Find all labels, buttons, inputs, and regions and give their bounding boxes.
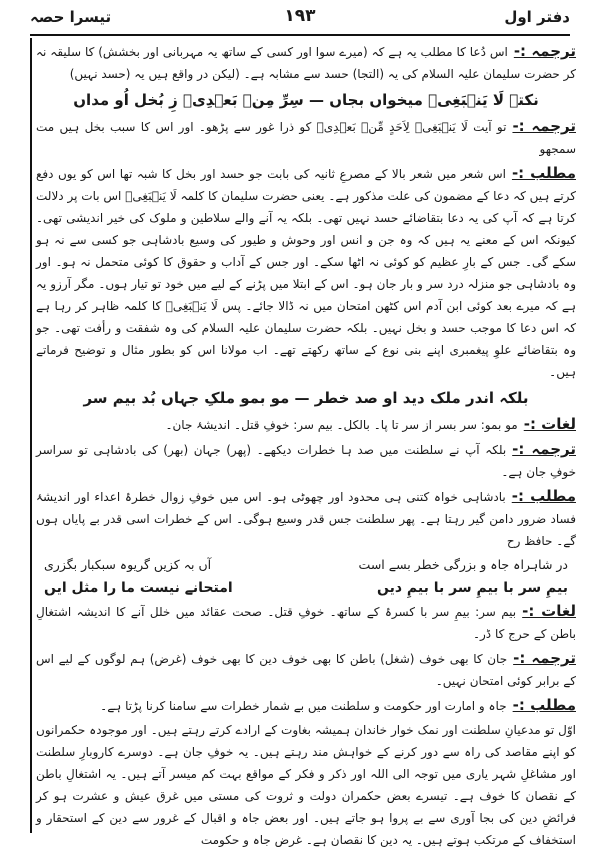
- paragraph-label: مطلب :-: [512, 696, 576, 714]
- paragraph: [36, 485, 576, 552]
- paragraph: [36, 115, 576, 160]
- paragraph: [36, 647, 576, 692]
- paragraph-text: اس دُعا کا مطلب یہ ہے کہ (میرے سوا اور کسی کے ساتھ یہ مہربانی اور بخشش) کا سلیقہ نہ کر حضرت سلیمان علیہ السلام کی یہ (التجا) حسد سے مشابہ ہے۔ (لیکن در واقع ہیں یہ (حسد نہیں): [36, 45, 576, 81]
- paragraph-label: مطلب :-: [511, 164, 576, 182]
- couplet-first-hemistich: در شاہراہ جاہ و بزرگی خطر بسے است: [358, 557, 568, 572]
- paragraph-label: لغات :-: [523, 415, 576, 433]
- section-title: دفتر اول: [504, 8, 570, 26]
- page-body: [36, 40, 576, 847]
- paragraph: [36, 600, 576, 645]
- paragraph: [36, 719, 576, 851]
- paragraph-label: ترجمہ :-: [512, 440, 576, 458]
- paragraph-text: جان کا بھی خوف (شغل) باطن کا بھی خوف دین کا بھی خوف (غرض) ہم لوگوں کے لیے اس کے برابر کوئی امتحان نہیں۔: [36, 652, 576, 688]
- verse-line: بلکہ اندر ملک دید او صد خطر — مو بمو ملکِ جہاں بُد بیم سر: [83, 389, 529, 407]
- paragraph-label: لغات :-: [522, 602, 576, 620]
- couplet-first-hemistich: بیمِ سر با بیمِ سر با بیمِ دیں: [377, 580, 568, 596]
- couplet-second-hemistich: امتحانے نیست ما را مثل ایں: [44, 580, 233, 596]
- paragraph-label: ترجمہ :-: [512, 117, 576, 135]
- paragraph-text: تو آیت لَا یَنۡبَغِیۡ لِاَحَدٍ مِّنۡ بَعۡدِیۡ کو ذرا غور سے پڑھو۔ اور اس کا سبب بخل ہیں مت سمجھو: [36, 120, 576, 156]
- paragraph-text: اوّل تو مدعیانِ سلطنت اور نمک خوار خاندان ہمیشہ بغاوت کے ارادے کرتے رہتے ہیں۔ اور موجودہ حکمرانوں کو اپنے مقاصد کی راہ سے دور کرنے کے خواہش مند رہتے ہیں۔ یہ خوفِ جان ہے۔ دوسرے کاروبارِ سلطنت اور مشاغلِ شہر یاری میں توجہ الی اللہ اور ذکر و فکر کے مواقع بہت کم میسر آتے ہیں۔ یہ اشتغالِ باطن کے نقصان کا خوف ہے۔ تیسرے بعض حکمران دولت و ثروت کی مستی میں غرق عیش و عشرت ہو کر فرائضِ دین کی بجا آوری سے بے پروا ہو جاتے ہیں۔ اور بعض جاہ و اقبال کے غرور سے دین کے استحقار و استخفاف کے مرتکب ہوتے ہیں۔ یہ دین کا نقصان ہے۔ غرض جاہ و حکومت: [36, 723, 576, 847]
- paragraph: [36, 694, 576, 717]
- couplet: [36, 576, 576, 600]
- paragraph-label: مطلب :-: [511, 487, 576, 505]
- paragraph-text: جاہ و امارت اور حکومت و سلطنت میں بے شمار خطرات سے سامنا کرنا پڑتا ہے۔: [100, 699, 507, 713]
- verse-line: نکتۂ لَا یَنۡبَغِیۡ میخواں بجاں — سِرِّ مِنۡ بَعۡدِیۡ زِ بُخل اُو مداں: [73, 91, 539, 109]
- paragraph: [36, 162, 576, 383]
- part-title: تیسرا حصہ: [30, 8, 112, 26]
- paragraph-text: بادشاہی خواہ کتنی ہی محدود اور چھوٹی ہو۔ اس میں خوفِ زوال خطرۂ اعداء اور اندیشۂ فساد ضرور دامن گیر رہتا ہے۔ پھر سلطنت جس قدر وسیع ہوگی۔ اس کے خطرات اسی قدر بے پایاں ہوں گے۔ حافظ رح: [36, 490, 576, 548]
- paragraph: [36, 40, 576, 85]
- couplet: [36, 554, 576, 576]
- header-rule: [30, 34, 570, 36]
- paragraph-text: بیم سر: بیمِ سر با کسرۂ کے ساتھ۔ خوفِ قتل۔ صحت عقائد میں خلل آنے کا اندیشہ اشتغالِ باطن کے حرج کا ڈر۔: [36, 605, 576, 641]
- paragraph-text: مو بمو: سر بسر از سر تا پا۔ بالکل۔ بیم سر: خوفِ قتل۔ اندیشۂ جان۔: [165, 418, 518, 432]
- paragraph: [36, 413, 576, 436]
- paragraph: [36, 438, 576, 483]
- paragraph-label: ترجمہ :-: [513, 649, 576, 667]
- couplet-second-hemistich: آں بہ کزیں گریوہ سبکبار بگزری: [44, 557, 212, 572]
- paragraph-label: ترجمہ :-: [513, 42, 576, 60]
- paragraph-text: اس شعر میں شعر بالا کے مصرعِ ثانیہ کی بابت جو حسد اور بخل کا شبہ تھا اس کو یوں دفع کرتے ہیں کہ دعا کے مضمون کی علت مذکور ہے۔ یعنی حضرت سلیمان کا کلمہ لَا یَنۡبَغِیۡ اس بات پر دلالت کرتا ہے کہ آپ کی یہ دعا بتقاضائے حسد نہیں تھی۔ بلکہ یہ آنے والے سلاطین و ملوک کی خیر اندیشی تھی۔ کیونکہ اس کے معنے یہ ہیں کہ وہ جن و انس اور وحوش و طیور کی وسیع بادشاہی جو کسی سے نہ ہو سکے گی۔ جس کے بارِ عظیم کو کوئی نہ اٹھا سکے۔ اور جس کے آداب و حقوق کا کوئی متحمل نہ ہو۔ اور وہ بادشاہی جو منزلہ درد سر و بار جان ہو۔ اس کے ابتلا میں پڑنے کے لیے میں خود تو تیار ہوں۔ مگر آرزو یہ ہے کہ میرے بعد کوئی ابن آدم اس کٹھن امتحان میں نہ ڈالا جائے۔ پس لَا یَنۡبَغِیۡ کا کلمہ ظاہر کر رہا ہے کہ اس دعا کا موجب حسد و بخل نہیں۔ بلکہ حضرت سلیمان علیہ السلام کی وہ شفقت و رأفت تھی۔ جو وہ بتقاضائے علوِ پیغمبری اپنے بنی نوع کے ساتھ رکھتے تھے۔ اب مولانا اس کو بطور مثال و توضیح فرماتے ہیں۔: [36, 167, 576, 379]
- page-header: [30, 6, 570, 32]
- paragraph-text: بلکہ آپ نے سلطنت میں صد ہا خطرات دیکھے۔ (پھر) جہان (بھر) کی بادشاہی تو سراسر خوفِ جان ہے۔: [36, 443, 576, 479]
- page-number: ۱۹۳: [284, 6, 316, 26]
